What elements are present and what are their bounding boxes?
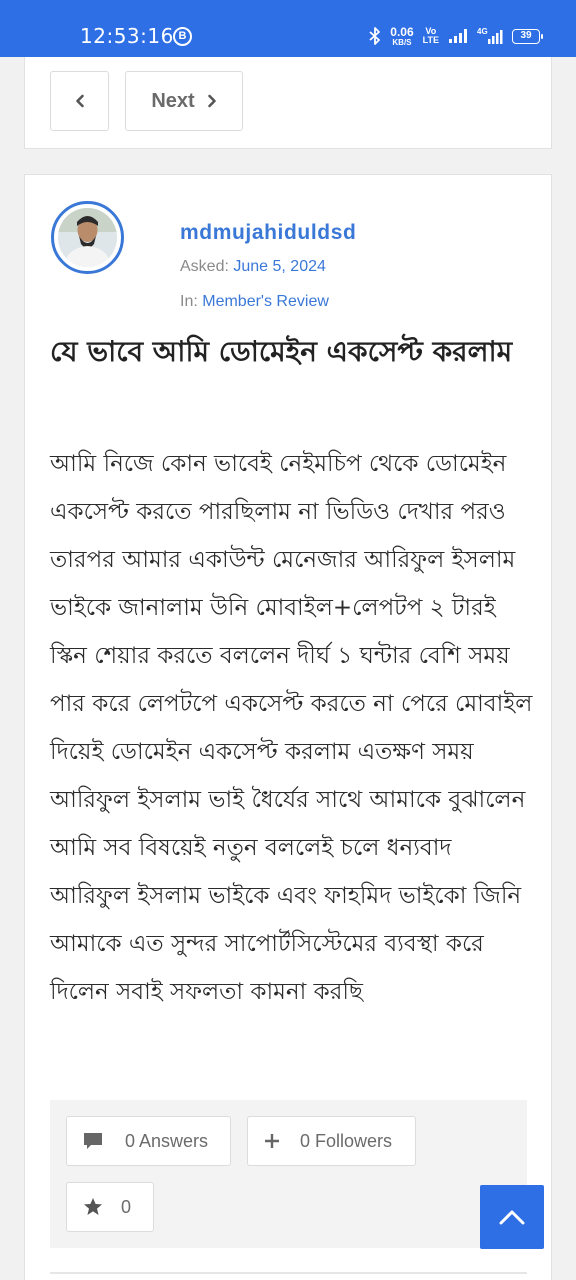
asked-date — [180, 258, 326, 276]
question-card — [24, 174, 552, 1280]
answers-button[interactable] — [66, 1116, 231, 1166]
user-photo-icon — [58, 208, 117, 267]
status-time: 12:53:16 — [80, 24, 174, 48]
signal-4g — [477, 27, 503, 45]
favorites-count: 0 — [121, 1196, 132, 1217]
avatar[interactable] — [51, 201, 124, 274]
network-type: 4G — [477, 27, 488, 36]
asked-label: Asked: — [180, 258, 229, 275]
chevron-right-icon — [207, 94, 217, 108]
status-bar — [0, 0, 576, 57]
previous-button[interactable] — [50, 71, 109, 131]
signal-icon-1 — [448, 28, 468, 44]
in-label: In: — [180, 293, 198, 310]
question-title[interactable]: যে ভাবে আমি ডোমেইন একসেপ্ট করলাম — [50, 335, 513, 368]
status-icons — [369, 24, 540, 48]
speed-unit: KB/S — [392, 37, 412, 47]
followers-label: 0 Followers — [300, 1130, 393, 1151]
category-line — [180, 293, 329, 311]
battery-level: 39 — [520, 29, 532, 41]
plus-icon — [264, 1133, 280, 1149]
favorite-button[interactable] — [66, 1182, 154, 1232]
scroll-top-button[interactable] — [480, 1185, 544, 1249]
asked-date-link[interactable]: June 5, 2024 — [233, 258, 326, 275]
battery-icon — [512, 29, 540, 44]
chevron-left-icon — [75, 94, 85, 108]
comment-icon — [83, 1132, 103, 1150]
username-link[interactable]: mdmujahiduldsd — [180, 221, 357, 244]
volte-indicator — [423, 27, 439, 45]
question-body: আমি নিজে কোন ভাবেই নেইমচিপ থেকে ডোমেইন একসেপ্ট করতে পারছিলাম না ভিডিও দেখার পরও তারপর আমার একাউন্ট মেনেজার আরিফুল ইসলাম ভাইকে জানালাম উনি মোবাইল+লেপটপ ২ টারই স্কিন শেয়ার করতে বললেন দীর্ঘ ১ ঘন্টার বেশি সময় পার করে লেপটপে একসেপ্ট করতে না পেরে মোবাইল দিয়েই ডোমেইন একসেপ্ট করলাম এতক্ষণ সময় আরিফুল ইসলাম ভাই ধৈর্যের সাথে আমাকে বুঝালেন আমি সব বিষয়েই নতুন বললেই চলে ধন্যবাদ আরিফুল ইসলাম ভাইকে এবং ফাহমিদ ভাইকো জিনি আমাকে এত সুন্দর সাপোর্টসিস্টেমের ব্যবস্থা করে দিলেন সবাই সফলতা কামনা করছি — [50, 451, 533, 1005]
speed-value: 0.06 — [390, 24, 414, 39]
avatar-image — [58, 208, 117, 267]
b-notification-icon: B — [173, 27, 192, 46]
next-button[interactable] — [125, 71, 243, 131]
star-icon — [83, 1197, 103, 1217]
bluetooth-icon — [369, 27, 381, 45]
next-label: Next — [151, 89, 195, 112]
volte-top: Vo — [425, 26, 437, 36]
divider — [50, 1272, 527, 1274]
volte-bottom: LTE — [422, 35, 439, 45]
pagination-card — [24, 57, 552, 149]
chevron-up-icon — [499, 1209, 525, 1225]
network-speed — [390, 26, 413, 47]
question-stats — [50, 1100, 527, 1248]
answers-label: 0 Answers — [125, 1130, 209, 1151]
signal-icon-2 — [487, 29, 503, 45]
category-link[interactable]: Member's Review — [202, 293, 329, 310]
followers-button[interactable] — [247, 1116, 416, 1166]
